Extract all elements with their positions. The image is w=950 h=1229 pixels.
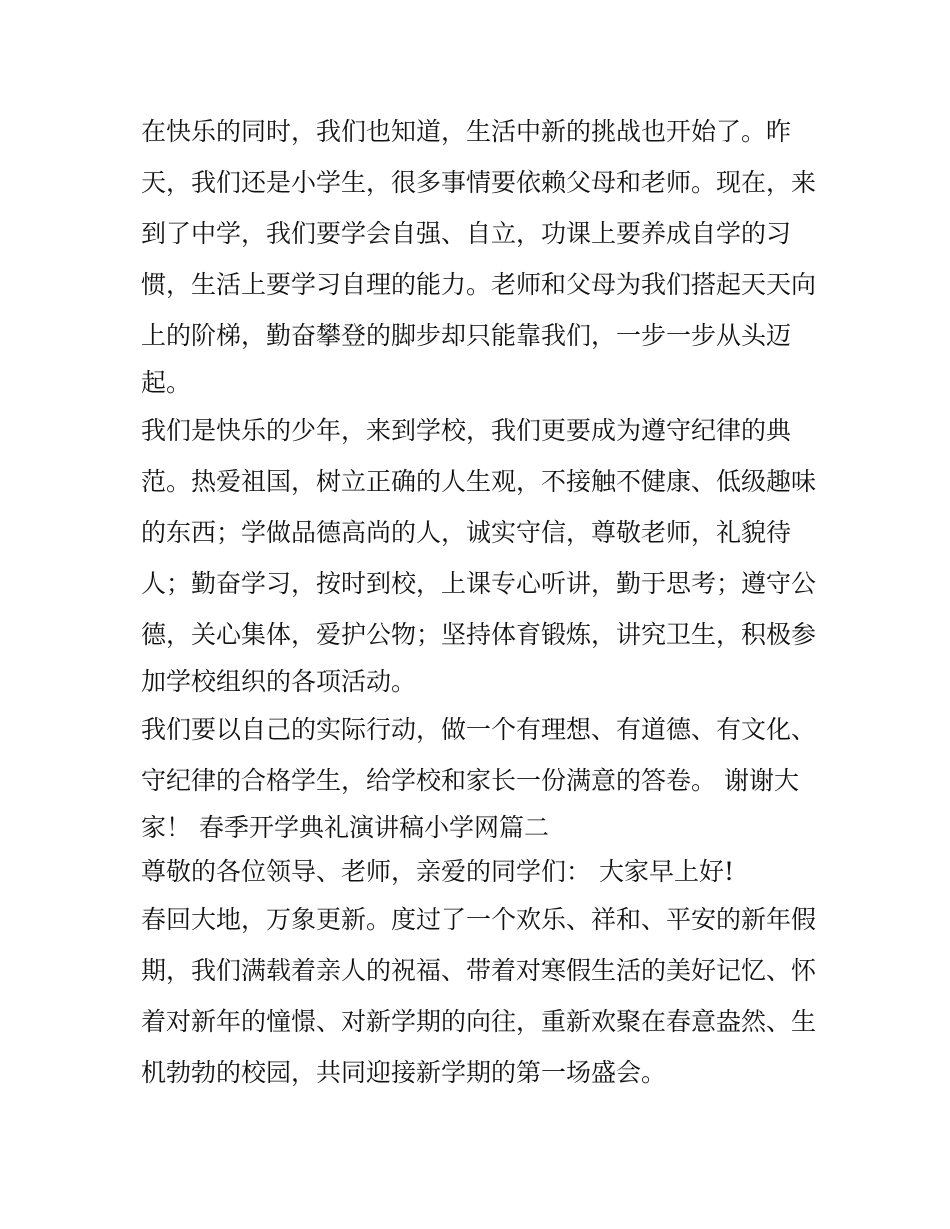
- text-line-13: 我们要以自己的实际行动，做一个有理想、有道德、有文化、: [141, 715, 817, 744]
- text-line-20: 机勃勃的校园，共同迎接新学期的第一场盛会。: [141, 1058, 667, 1087]
- text-line-16: 尊敬的各位领导、老师，亲爱的同学们： 大家早上好!: [141, 857, 734, 886]
- text-line-19: 着对新年的憧憬、对新学期的向往，重新欢聚在春意盎然、生: [141, 1007, 817, 1036]
- text-line-11: 德，关心集体，爱护公物；坚持体育锻炼，讲究卫生，积极参: [141, 620, 817, 649]
- text-line-14: 守纪律的合格学生，给学校和家长一份满意的答卷。 谢谢大: [141, 766, 799, 795]
- text-line-8: 范。热爱祖国，树立正确的人生观，不接触不健康、低级趣味: [141, 467, 817, 496]
- text-line-10: 人；勤奋学习，按时到校，上课专心听讲，勤于思考；遵守公: [141, 569, 817, 598]
- text-line-15: 家！ 春季开学典礼演讲稿小学网篇二: [141, 813, 549, 842]
- text-line-2: 天，我们还是小学生，很多事情要依赖父母和老师。现在，来: [141, 168, 817, 197]
- text-line-7: 我们是快乐的少年，来到学校，我们更要成为遵守纪律的典: [141, 416, 792, 445]
- document-body: [141, 106, 821, 1098]
- text-line-1: 在快乐的同时，我们也知道，生活中新的挑战也开始了。昨: [141, 117, 792, 146]
- text-line-4: 惯，生活上要学习自理的能力。老师和父母为我们搭起天天向: [141, 270, 817, 299]
- text-line-6: 起。: [141, 368, 192, 397]
- text-line-3: 到了中学，我们要学会自强、自立，功课上要养成自学的习: [141, 219, 792, 248]
- text-line-5: 上的阶梯，勤奋攀登的脚步却只能靠我们，一步一步从头迈: [141, 321, 792, 350]
- text-line-9: 的东西；学做品德高尚的人，诚实守信，尊敬老师，礼貌待: [141, 518, 792, 547]
- text-line-18: 期，我们满载着亲人的祝福、带着对寒假生活的美好记忆、怀: [141, 956, 817, 985]
- text-line-17: 春回大地，万象更新。度过了一个欢乐、祥和、平安的新年假: [141, 905, 817, 934]
- text-line-12: 加学校组织的各项活动。: [141, 667, 417, 696]
